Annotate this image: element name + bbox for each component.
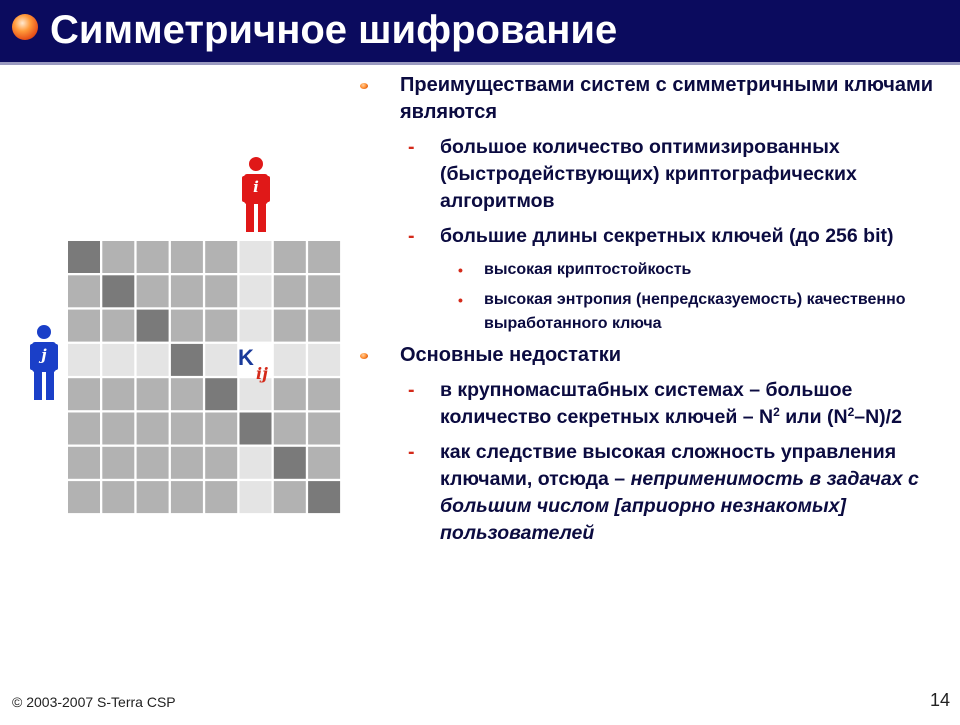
- matrix-cell: [308, 275, 340, 307]
- matrix-cell: [137, 344, 169, 376]
- advantage-1-text: большое количество оптимизированных (быстродействующих) криптографических алгоритмов: [440, 136, 857, 212]
- matrix-cell: [274, 413, 306, 445]
- matrix-cell: [205, 241, 237, 273]
- matrix-cell: [171, 275, 203, 307]
- advantage-2-text: большие длины секретных ключей (до 256 bit): [440, 225, 894, 247]
- matrix-cell: [171, 241, 203, 273]
- advantage-2-sub-2-text: высокая энтропия (непредсказуемость) качественно выработанного ключа: [484, 291, 906, 332]
- matrix-cell: [240, 413, 272, 445]
- matrix-cell: [274, 241, 306, 273]
- slide-content: [360, 72, 950, 555]
- matrix-cell: [68, 378, 100, 410]
- key-matrix-grid: [68, 241, 340, 513]
- matrix-cell: [274, 344, 306, 376]
- matrix-cell: [240, 378, 272, 410]
- matrix-cell: [68, 241, 100, 273]
- matrix-cell: [240, 447, 272, 479]
- matrix-cell: [205, 413, 237, 445]
- matrix-cell: [205, 344, 237, 376]
- matrix-cell: [171, 447, 203, 479]
- disadvantages-title: Основные недостатки: [400, 344, 622, 366]
- matrix-cell: [205, 275, 237, 307]
- matrix-cell: [102, 447, 134, 479]
- matrix-cell: [171, 310, 203, 342]
- matrix-cell: [240, 481, 272, 513]
- matrix-cell: [240, 275, 272, 307]
- advantage-2-sub-2: [360, 288, 950, 336]
- matrix-cell: [274, 447, 306, 479]
- dot-marker: •: [458, 292, 463, 308]
- dash-marker: -: [408, 441, 415, 463]
- matrix-cell: [102, 344, 134, 376]
- matrix-cell: [68, 447, 100, 479]
- key-matrix-svg: [0, 0, 360, 720]
- advantages-item: [360, 72, 950, 126]
- advantage-2-sub-1: [360, 258, 950, 282]
- dash-marker: -: [408, 379, 415, 401]
- matrix-cell: [308, 413, 340, 445]
- matrix-cell: [274, 275, 306, 307]
- slide-title: Симметричное шифрование: [50, 8, 618, 52]
- dot-marker: •: [458, 262, 463, 278]
- matrix-cell: [240, 241, 272, 273]
- dash-marker: -: [408, 136, 415, 158]
- matrix-cell: [274, 378, 306, 410]
- matrix-cell: [68, 344, 100, 376]
- matrix-cell: [102, 378, 134, 410]
- advantages-title: Преимуществами систем с симметричными ключами являются: [400, 74, 934, 123]
- disadvantage-2-text: как следствие высокая сложность управления ключами, отсюда –: [440, 441, 897, 490]
- advantage-2: [360, 223, 950, 250]
- matrix-cell: [308, 481, 340, 513]
- matrix-cell: [205, 447, 237, 479]
- matrix-cell: [205, 310, 237, 342]
- matrix-cell: [68, 481, 100, 513]
- matrix-cell: [137, 378, 169, 410]
- matrix-cell: [308, 447, 340, 479]
- matrix-cell: [68, 310, 100, 342]
- disadvantages-item: [360, 342, 950, 369]
- footer-copyright: © 2003-2007 S-Terra CSP: [12, 694, 176, 710]
- matrix-cell: [137, 447, 169, 479]
- person-j-label: j: [41, 346, 47, 364]
- key-matrix-figure: [0, 0, 360, 720]
- matrix-cell: [308, 310, 340, 342]
- disadvantage-2-italic: неприменимость в задачах с большим числом [априорно незнакомых] пользователей: [440, 468, 919, 544]
- matrix-cell: [308, 241, 340, 273]
- matrix-cell: [308, 344, 340, 376]
- matrix-cell: [137, 413, 169, 445]
- matrix-cell: [102, 310, 134, 342]
- key-subscript: ij: [256, 364, 268, 383]
- matrix-cell: [171, 413, 203, 445]
- matrix-cell: [205, 378, 237, 410]
- disadvantage-2: [360, 439, 950, 547]
- person-j-icon: [30, 325, 58, 400]
- disadvantage-1: [360, 377, 950, 431]
- matrix-cell: [68, 413, 100, 445]
- matrix-cell: [205, 481, 237, 513]
- matrix-cell: [137, 275, 169, 307]
- matrix-cell: [171, 481, 203, 513]
- person-i-icon: [242, 157, 270, 232]
- matrix-cell: [171, 378, 203, 410]
- orange-bullet-icon: [360, 353, 368, 359]
- matrix-cell: [274, 481, 306, 513]
- matrix-cell: [274, 310, 306, 342]
- matrix-cell: [102, 275, 134, 307]
- advantage-1: [360, 134, 950, 215]
- matrix-cell: [68, 275, 100, 307]
- matrix-cell: [137, 310, 169, 342]
- key-label: K: [238, 345, 254, 370]
- disadvantage-1-text: в крупномасштабных системах – большое количество секретных ключей –: [440, 379, 853, 428]
- matrix-cell: [137, 241, 169, 273]
- matrix-cell: [308, 378, 340, 410]
- orange-bullet-icon: [360, 83, 368, 89]
- matrix-cell: [102, 481, 134, 513]
- matrix-cell: [102, 241, 134, 273]
- matrix-cell: [102, 413, 134, 445]
- dash-marker: -: [408, 225, 415, 247]
- key-count-formula: $N^2$ или $(N^2-N)/2$: [759, 405, 902, 428]
- advantage-2-sub-1-text: высокая криптостойкость: [484, 261, 692, 278]
- matrix-cell: [171, 344, 203, 376]
- page-number: 14: [929, 690, 950, 710]
- matrix-cell: [137, 481, 169, 513]
- matrix-cell: [240, 310, 272, 342]
- person-i-label: i: [253, 178, 259, 196]
